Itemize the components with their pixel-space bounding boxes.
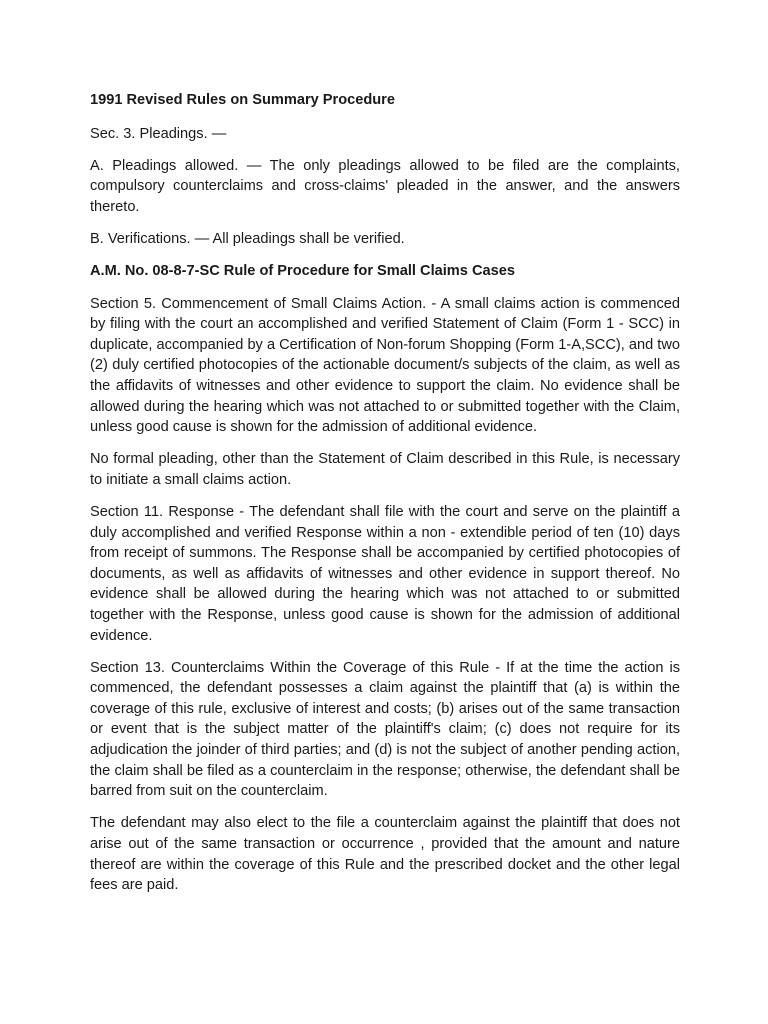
heading-small-claims: A.M. No. 08-8-7-SC Rule of Procedure for Small Claims Cases (90, 263, 515, 280)
heading-summary-procedure: 1991 Revised Rules on Summary Procedure (90, 92, 395, 108)
sec3-title: Sec. 3. Pleadings. — (90, 125, 227, 142)
paragraph-section-11: Section 11. Response - The defendant shall file with the court and serve on the plaintiff a duly accomplished and verified Response within a non - extendible period of ten (10) days from receipt of summons. The Response shall be accompanied by certified photocopies of documents, as well as affidavits of witnesses and other evidence in support thereof. No evidence shall be allowed during the hearing which was not attached to or submitted together with the Response, unless good cause is shown for the admission of additional evidence. (90, 504, 680, 644)
paragraph-pleadings-allowed: A. Pleadings allowed. — The only pleadings allowed to be filed are the complaints, compulsory counterclaims and cross-claims' pleaded in the answer, and the answers thereto. (90, 157, 680, 215)
paragraph-no-formal-pleading: No formal pleading, other than the Statement of Claim described in this Rule, is necessary to initiate a small claims action. (90, 451, 680, 488)
paragraph-elect-counterclaim: The defendant may also elect to the file a counterclaim against the plaintiff that does not arise out of the same transaction or occurrence , provided that the amount and nature thereof are within the coverage of this Rule and the prescribed docket and the other legal fees are paid. (90, 815, 680, 894)
paragraph-section-13: Section 13. Counterclaims Within the Coverage of this Rule - If at the time the action is commenced, the defendant possesses a claim against the plaintiff that (a) is within the coverage of this rule, exclusive of interest and costs; (b) arises out of the same transaction or event that is the subject matter of the plaintiff's claim; (c) does not require for its adjudication the joinder of third parties; and (d) is not the subject of another pending action, the claim shall be filed as a counterclaim in the response; otherwise, the defendant shall be barred from suit on the counterclaim. (90, 659, 680, 800)
paragraph-verifications: B. Verifications. — All pleadings shall be verified. (90, 230, 405, 247)
paragraph-section-5: Section 5. Commencement of Small Claims Action. - A small claims action is commenced by filing with the court an accomplished and verified Statement of Claim (Form 1 - SCC) in duplicate, accompanied by a Certification of Non-forum Shopping (Form 1-A,SCC), and two (2) duly certified photocopies of the actionable document/s subjects of the claim, as well as the affidavits of witnesses and other evidence to support the claim. No evidence shall be allowed during the hearing which was not attached to or submitted together with the Claim, unless good cause is shown for the admission of additional evidence. (90, 295, 680, 436)
document-page (90, 90, 680, 907)
